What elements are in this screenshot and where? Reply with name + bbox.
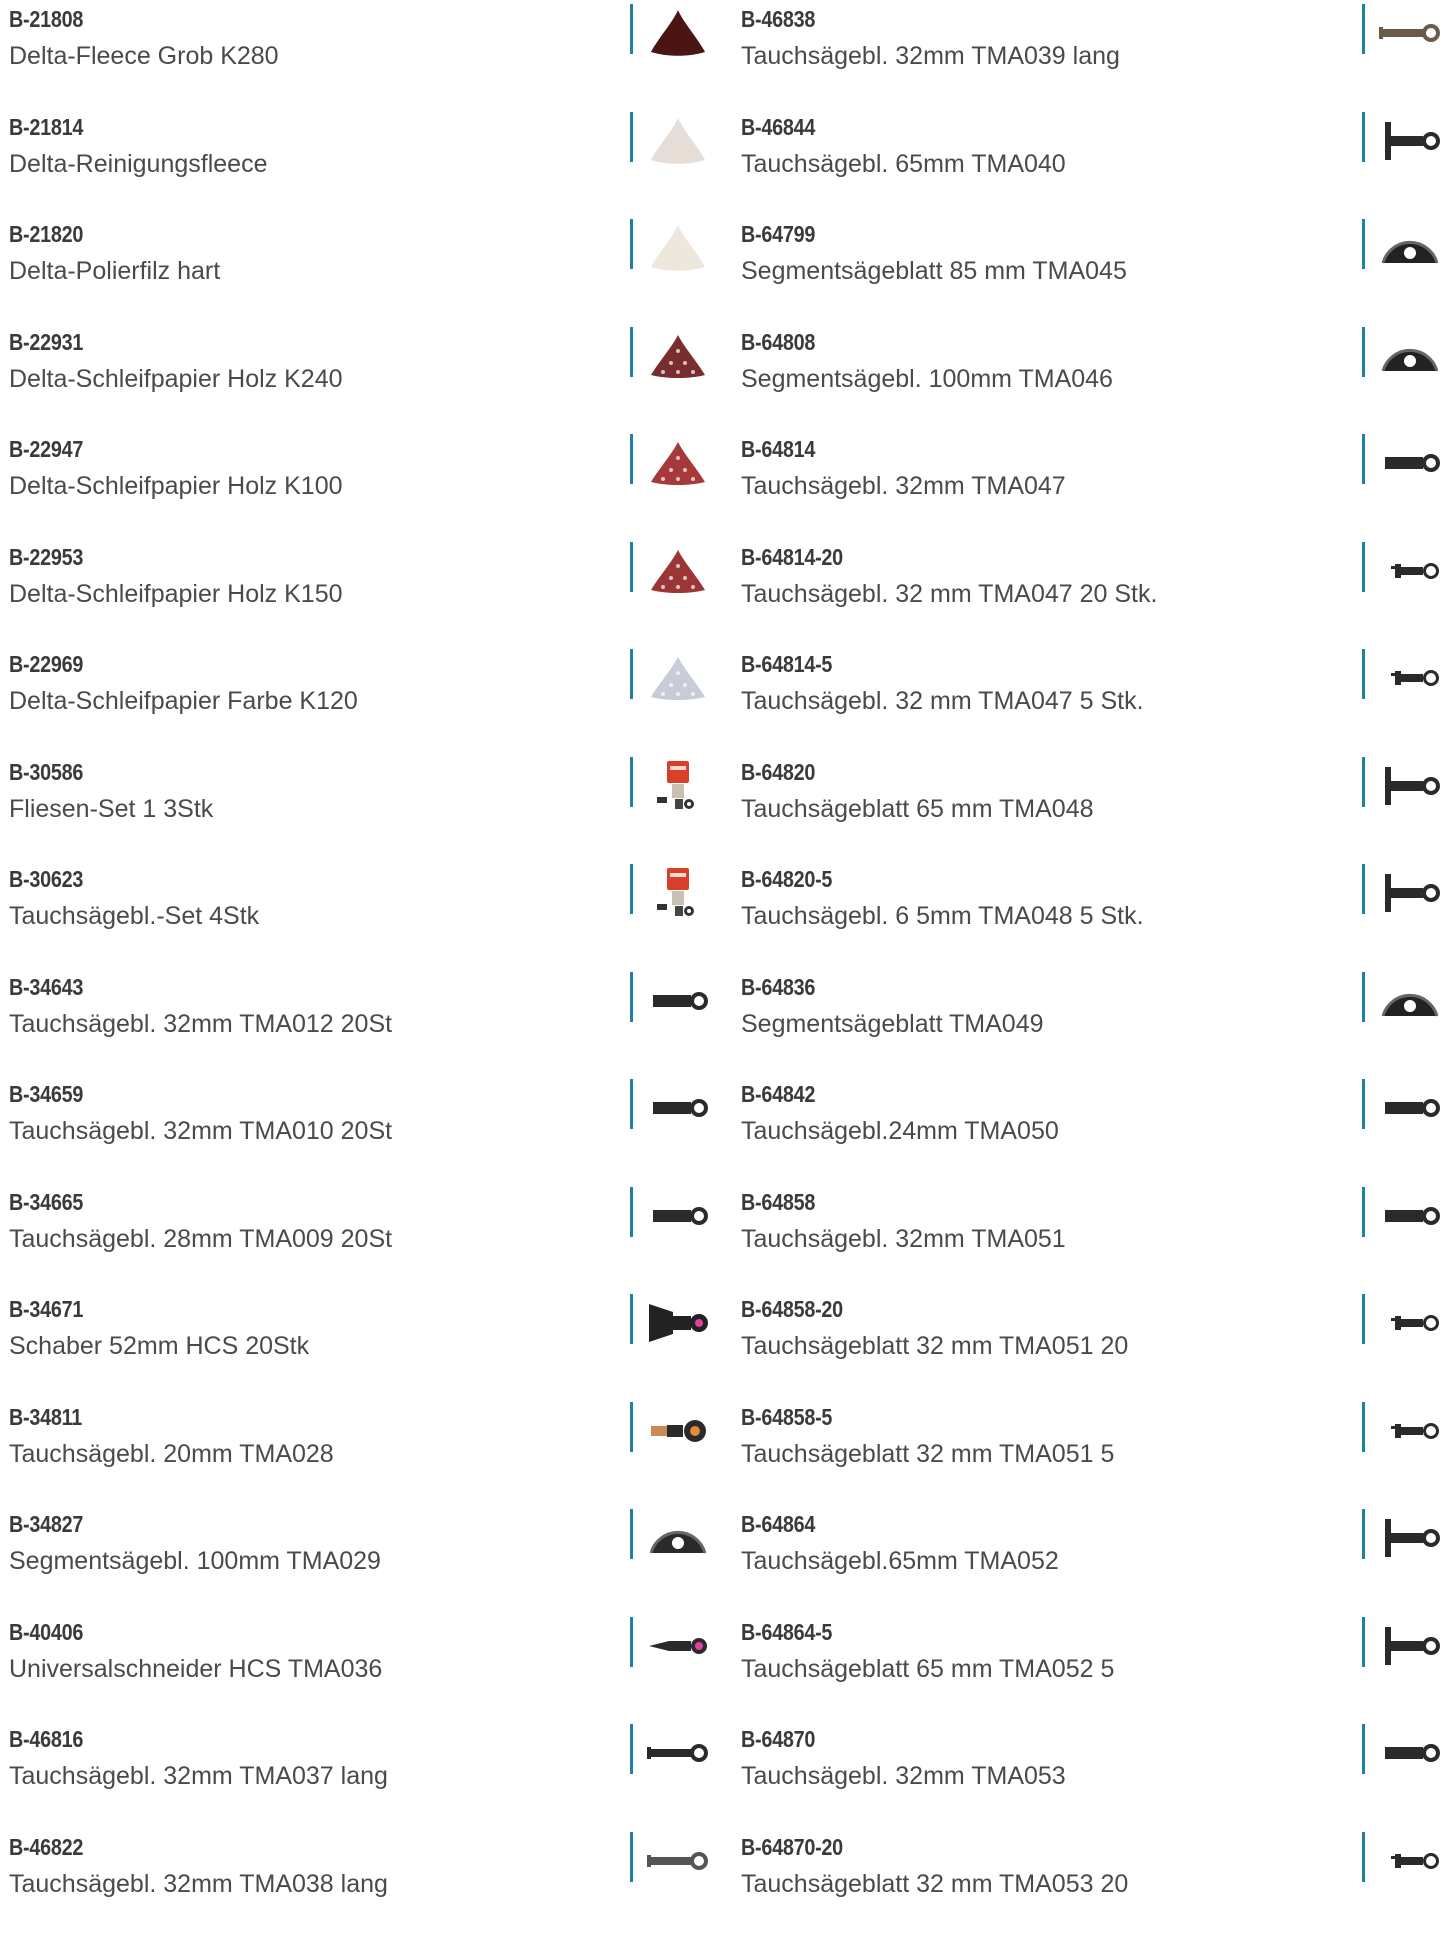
- product-item[interactable]: [0, 1505, 724, 1613]
- divider-bar: [630, 434, 633, 484]
- plunge-saw-blade-icon: [643, 972, 713, 1030]
- product-thumbnail[interactable]: [1375, 1832, 1445, 1890]
- product-name: Tauchsägebl.24mm TMA050: [741, 1117, 1059, 1146]
- long-plunge-saw-blade-icon: [1375, 4, 1445, 62]
- product-name: Delta-Reinigungsfleece: [9, 150, 267, 179]
- divider-bar: [630, 542, 633, 592]
- product-name: Delta-Schleifpapier Holz K240: [9, 365, 343, 394]
- divider-bar: [630, 757, 633, 807]
- divider-bar: [630, 649, 633, 699]
- product-name: Tauchsägebl. 32 mm TMA047 20 Stk.: [741, 580, 1157, 609]
- product-name: Tauchsägebl. 6 5mm TMA048 5 Stk.: [741, 902, 1144, 931]
- product-sku: B-46822: [9, 1834, 83, 1861]
- divider-bar: [1362, 1187, 1365, 1237]
- product-sku: B-34643: [9, 974, 83, 1001]
- plunge-saw-set-box-icon: [643, 864, 713, 922]
- divider-bar: [1362, 1402, 1365, 1452]
- product-name: Tauchsägebl. 28mm TMA009 20St: [9, 1225, 392, 1254]
- product-item[interactable]: [0, 323, 724, 431]
- product-sku: B-64814: [741, 436, 815, 463]
- divider-bar: [630, 4, 633, 54]
- plunge-saw-blade-pack-icon: [1375, 649, 1445, 707]
- tile-set-box-icon: [643, 757, 713, 815]
- product-item[interactable]: [732, 860, 1448, 968]
- divider-bar: [1362, 327, 1365, 377]
- product-item[interactable]: [732, 215, 1448, 323]
- product-item[interactable]: [0, 968, 724, 1076]
- product-thumbnail[interactable]: [643, 434, 713, 492]
- product-sku: B-64870: [741, 1726, 815, 1753]
- product-column-right: [732, 0, 1448, 1935]
- product-thumbnail[interactable]: [1375, 1402, 1445, 1460]
- product-item[interactable]: [732, 0, 1448, 108]
- product-thumbnail[interactable]: [1375, 649, 1445, 707]
- product-thumbnail[interactable]: [643, 1617, 713, 1675]
- product-name: Delta-Schleifpapier Holz K150: [9, 580, 343, 609]
- product-name: Segmentsägeblatt 85 mm TMA045: [741, 257, 1127, 286]
- product-thumbnail[interactable]: [1375, 434, 1445, 492]
- product-item[interactable]: [732, 753, 1448, 861]
- product-item[interactable]: [0, 645, 724, 753]
- divider-bar: [630, 1617, 633, 1667]
- product-item[interactable]: [0, 860, 724, 968]
- universal-cutter-icon: [643, 1617, 713, 1675]
- product-sku: B-34811: [9, 1404, 82, 1431]
- product-item[interactable]: [0, 1183, 724, 1291]
- product-sku: B-34671: [9, 1296, 83, 1323]
- divider-bar: [630, 1832, 633, 1882]
- divider-bar: [630, 1509, 633, 1559]
- product-sku: B-21814: [9, 114, 83, 141]
- product-name: Universalschneider HCS TMA036: [9, 1655, 382, 1684]
- product-thumbnail[interactable]: [1375, 219, 1445, 277]
- product-thumbnail[interactable]: [1375, 1079, 1445, 1137]
- product-name: Schaber 52mm HCS 20Stk: [9, 1332, 309, 1361]
- product-item[interactable]: [732, 1290, 1448, 1398]
- wide-plunge-saw-blade-icon: [1375, 112, 1445, 170]
- product-sku: B-22947: [9, 436, 83, 463]
- product-sku: B-46816: [9, 1726, 83, 1753]
- delta-sandpaper-icon: [643, 434, 713, 492]
- divider-bar: [630, 112, 633, 162]
- product-item[interactable]: [732, 1075, 1448, 1183]
- product-thumbnail[interactable]: [643, 327, 713, 385]
- product-name: Tauchsägebl. 32mm TMA012 20St: [9, 1010, 392, 1039]
- product-name: Tauchsägeblatt 32 mm TMA051 5: [741, 1440, 1114, 1469]
- divider-bar: [1362, 972, 1365, 1022]
- product-sku: B-64858-5: [741, 1404, 832, 1431]
- product-item[interactable]: [732, 430, 1448, 538]
- product-item[interactable]: [732, 1398, 1448, 1506]
- product-sku: B-64836: [741, 974, 815, 1001]
- product-thumbnail[interactable]: [643, 1294, 713, 1352]
- product-name: Delta-Schleifpapier Holz K100: [9, 472, 343, 501]
- product-name: Delta-Fleece Grob K280: [9, 42, 279, 71]
- product-sku: B-22931: [9, 329, 83, 356]
- product-item[interactable]: [732, 1505, 1448, 1613]
- divider-bar: [630, 864, 633, 914]
- product-sku: B-64864: [741, 1511, 815, 1538]
- plunge-saw-blade-icon: [643, 1187, 713, 1245]
- product-sku: B-64864-5: [741, 1619, 832, 1646]
- plunge-saw-blade-pack-icon: [1375, 1294, 1445, 1352]
- wide-plunge-saw-blade-pack-icon: [1375, 1617, 1445, 1675]
- product-name: Tauchsägeblatt 65 mm TMA048: [741, 795, 1094, 824]
- divider-bar: [1362, 757, 1365, 807]
- wide-plunge-saw-blade-icon: [1375, 1509, 1445, 1567]
- divider-bar: [630, 1187, 633, 1237]
- delta-sandpaper-icon: [643, 542, 713, 600]
- wide-plunge-saw-blade-icon: [1375, 757, 1445, 815]
- product-sku: B-40406: [9, 1619, 83, 1646]
- divider-bar: [1362, 1509, 1365, 1559]
- product-name: Fliesen-Set 1 3Stk: [9, 795, 213, 824]
- product-thumbnail[interactable]: [1375, 1724, 1445, 1782]
- product-item[interactable]: [732, 1720, 1448, 1828]
- product-name: Tauchsägebl. 32mm TMA039 lang: [741, 42, 1120, 71]
- divider-bar: [1362, 649, 1365, 699]
- product-item[interactable]: [0, 1828, 724, 1935]
- product-sku: B-64842: [741, 1081, 815, 1108]
- product-sku: B-46844: [741, 114, 815, 141]
- product-item[interactable]: [732, 323, 1448, 431]
- product-name: Tauchsägeblatt 32 mm TMA053 20: [741, 1870, 1128, 1899]
- product-item[interactable]: [0, 538, 724, 646]
- product-name: Tauchsägebl. 32mm TMA051: [741, 1225, 1066, 1254]
- divider-bar: [630, 219, 633, 269]
- product-name: Tauchsägebl. 65mm TMA040: [741, 150, 1066, 179]
- divider-bar: [1362, 1617, 1365, 1667]
- product-thumbnail[interactable]: [643, 972, 713, 1030]
- divider-bar: [1362, 1079, 1365, 1129]
- product-name: Tauchsägeblatt 32 mm TMA051 20: [741, 1332, 1128, 1361]
- product-thumbnail[interactable]: [643, 1509, 713, 1567]
- product-sku: B-21820: [9, 221, 83, 248]
- product-thumbnail[interactable]: [1375, 1617, 1445, 1675]
- product-name: Segmentsägebl. 100mm TMA029: [9, 1547, 381, 1576]
- product-name: Tauchsägebl. 32mm TMA038 lang: [9, 1870, 388, 1899]
- product-name: Tauchsägebl. 32mm TMA010 20St: [9, 1117, 392, 1146]
- product-thumbnail[interactable]: [1375, 757, 1445, 815]
- scraper-blade-icon: [643, 1294, 713, 1352]
- product-sku: B-22953: [9, 544, 83, 571]
- wide-plunge-saw-blade-pack-icon: [1375, 864, 1445, 922]
- long-plunge-saw-blade-icon: [643, 1832, 713, 1890]
- product-name: Tauchsägeblatt 65 mm TMA052 5: [741, 1655, 1114, 1684]
- product-thumbnail[interactable]: [643, 757, 713, 815]
- divider-bar: [1362, 112, 1365, 162]
- product-sku: B-30623: [9, 866, 83, 893]
- product-thumbnail[interactable]: [1375, 112, 1445, 170]
- product-sku: B-64858: [741, 1189, 815, 1216]
- divider-bar: [630, 1724, 633, 1774]
- product-item[interactable]: [0, 1290, 724, 1398]
- product-sku: B-34665: [9, 1189, 83, 1216]
- product-thumbnail[interactable]: [643, 219, 713, 277]
- product-sku: B-30586: [9, 759, 83, 786]
- delta-polishing-felt-icon: [643, 219, 713, 277]
- product-item[interactable]: [732, 1613, 1448, 1721]
- segment-saw-blade-icon: [1375, 327, 1445, 385]
- divider-bar: [1362, 4, 1365, 54]
- plunge-saw-blade-icon: [643, 1402, 713, 1460]
- product-thumbnail[interactable]: [643, 4, 713, 62]
- product-item[interactable]: [0, 1075, 724, 1183]
- product-name: Tauchsägebl. 32mm TMA053: [741, 1762, 1066, 1791]
- product-thumbnail[interactable]: [1375, 542, 1445, 600]
- product-name: Tauchsägebl.65mm TMA052: [741, 1547, 1059, 1576]
- product-item[interactable]: [732, 1828, 1448, 1935]
- product-item[interactable]: [732, 108, 1448, 216]
- product-sku: B-64814-5: [741, 651, 832, 678]
- product-sku: B-64870-20: [741, 1834, 843, 1861]
- divider-bar: [630, 327, 633, 377]
- product-item[interactable]: [0, 108, 724, 216]
- segment-saw-blade-icon: [643, 1509, 713, 1567]
- segment-saw-blade-icon: [1375, 219, 1445, 277]
- product-item[interactable]: [0, 0, 724, 108]
- product-name: Segmentsägeblatt TMA049: [741, 1010, 1044, 1039]
- divider-bar: [1362, 219, 1365, 269]
- plunge-saw-blade-icon: [1375, 434, 1445, 492]
- product-sku: B-34827: [9, 1511, 83, 1538]
- product-thumbnail[interactable]: [643, 1187, 713, 1245]
- product-thumbnail[interactable]: [1375, 4, 1445, 62]
- product-thumbnail[interactable]: [643, 649, 713, 707]
- product-item[interactable]: [0, 1398, 724, 1506]
- product-name: Tauchsägebl. 32mm TMA037 lang: [9, 1762, 388, 1791]
- product-sku: B-64820: [741, 759, 815, 786]
- product-sku: B-34659: [9, 1081, 83, 1108]
- plunge-saw-blade-pack-icon: [1375, 542, 1445, 600]
- product-item[interactable]: [732, 538, 1448, 646]
- product-name: Tauchsägebl. 20mm TMA028: [9, 1440, 334, 1469]
- product-thumbnail[interactable]: [1375, 327, 1445, 385]
- delta-sandpaper-paint-icon: [643, 649, 713, 707]
- product-thumbnail[interactable]: [643, 1724, 713, 1782]
- divider-bar: [1362, 434, 1365, 484]
- product-item[interactable]: [732, 1183, 1448, 1291]
- product-item[interactable]: [0, 215, 724, 323]
- product-sku: B-22969: [9, 651, 83, 678]
- segment-saw-blade-icon: [1375, 972, 1445, 1030]
- divider-bar: [1362, 1724, 1365, 1774]
- product-thumbnail[interactable]: [643, 1079, 713, 1137]
- product-thumbnail[interactable]: [643, 1402, 713, 1460]
- product-item[interactable]: [0, 753, 724, 861]
- product-thumbnail[interactable]: [1375, 1509, 1445, 1567]
- product-thumbnail[interactable]: [1375, 864, 1445, 922]
- product-thumbnail[interactable]: [643, 112, 713, 170]
- product-thumbnail[interactable]: [1375, 972, 1445, 1030]
- product-thumbnail[interactable]: [643, 1832, 713, 1890]
- product-thumbnail[interactable]: [1375, 1294, 1445, 1352]
- divider-bar: [630, 1294, 633, 1344]
- long-plunge-saw-blade-icon: [643, 1724, 713, 1782]
- product-sku: B-64814-20: [741, 544, 843, 571]
- product-sku: B-21808: [9, 6, 83, 33]
- product-name: Tauchsägebl.-Set 4Stk: [9, 902, 259, 931]
- product-name: Delta-Schleifpapier Farbe K120: [9, 687, 358, 716]
- divider-bar: [630, 1079, 633, 1129]
- plunge-saw-blade-icon: [1375, 1724, 1445, 1782]
- product-name: Segmentsägebl. 100mm TMA046: [741, 365, 1113, 394]
- product-item[interactable]: [732, 645, 1448, 753]
- divider-bar: [1362, 1832, 1365, 1882]
- product-sku: B-46838: [741, 6, 815, 33]
- divider-bar: [1362, 1294, 1365, 1344]
- divider-bar: [1362, 864, 1365, 914]
- product-sku: B-64820-5: [741, 866, 832, 893]
- plunge-saw-blade-icon: [1375, 1187, 1445, 1245]
- product-sku: B-64858-20: [741, 1296, 843, 1323]
- delta-fleece-coarse-icon: [643, 4, 713, 62]
- plunge-saw-blade-pack-icon: [1375, 1402, 1445, 1460]
- product-thumbnail[interactable]: [643, 864, 713, 922]
- product-sku: B-64808: [741, 329, 815, 356]
- product-thumbnail[interactable]: [643, 542, 713, 600]
- delta-cleaning-fleece-icon: [643, 112, 713, 170]
- product-item[interactable]: [0, 1720, 724, 1828]
- product-item[interactable]: [0, 1613, 724, 1721]
- plunge-saw-blade-icon: [643, 1079, 713, 1137]
- plunge-saw-blade-pack-icon: [1375, 1832, 1445, 1890]
- product-name: Tauchsägebl. 32 mm TMA047 5 Stk.: [741, 687, 1144, 716]
- divider-bar: [1362, 542, 1365, 592]
- product-item[interactable]: [0, 430, 724, 538]
- product-sku: B-64799: [741, 221, 815, 248]
- product-name: Delta-Polierfilz hart: [9, 257, 220, 286]
- product-name: Tauchsägebl. 32mm TMA047: [741, 472, 1066, 501]
- divider-bar: [630, 972, 633, 1022]
- delta-sandpaper-icon: [643, 327, 713, 385]
- divider-bar: [630, 1402, 633, 1452]
- product-item[interactable]: [732, 968, 1448, 1076]
- product-thumbnail[interactable]: [1375, 1187, 1445, 1245]
- plunge-saw-blade-icon: [1375, 1079, 1445, 1137]
